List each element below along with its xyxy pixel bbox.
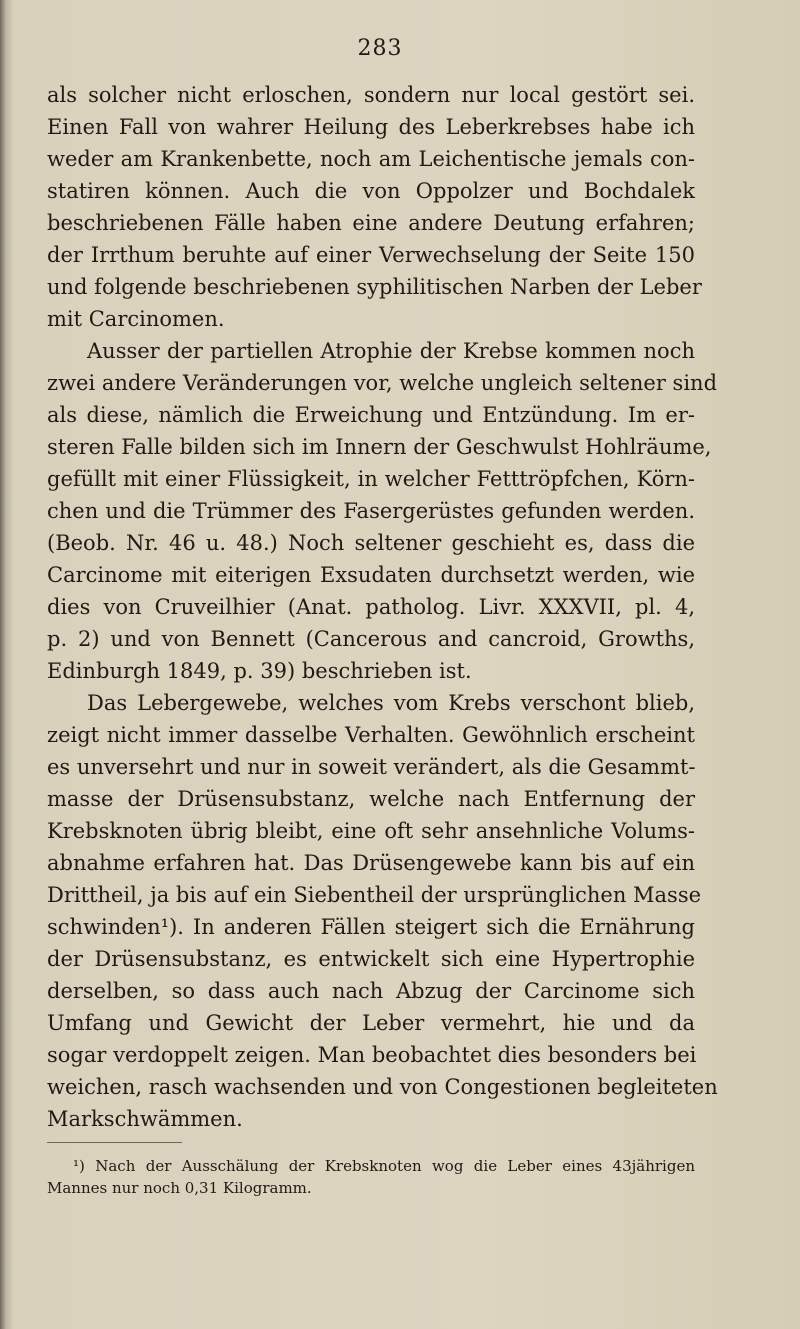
text-line: Krebsknoten übrig bleibt, eine oft sehr ansehnliche Volums- (47, 819, 695, 843)
text-line: Carcinome mit eiterigen Exsudaten durchsetzt werden, wie (47, 563, 695, 587)
text-line: zeigt nicht immer dasselbe Verhalten. Gewöhnlich erscheint (47, 723, 695, 747)
text-line: als diese, nämlich die Erweichung und Entzündung. Im er- (47, 403, 695, 427)
text-line: masse der Drüsensubstanz, welche nach Entfernung der (47, 787, 695, 811)
footnotes (47, 1155, 695, 1199)
text-line: Umfang und Gewicht der Leber vermehrt, hie und da (47, 1011, 695, 1035)
text-line: es unversehrt und nur in soweit verändert, als die Gesammt- (47, 755, 696, 779)
text-line: beschriebenen Fälle haben eine andere Deutung erfahren; (47, 211, 695, 235)
text-line: chen und die Trümmer des Fasergerüstes gefunden werden. (47, 499, 695, 523)
text-line: als solcher nicht erloschen, sondern nur local gestört sei. (47, 83, 695, 107)
text-line: Das Lebergewebe, welches vom Krebs verschont blieb, (87, 691, 695, 715)
text-line: schwinden¹). In anderen Fällen steigert sich die Ernährung (47, 915, 695, 939)
text-line: und folgende beschriebenen syphilitischen Narben der Leber (47, 275, 702, 299)
text-line: statiren können. Auch die von Oppolzer und Bochdalek (47, 179, 695, 203)
text-line: zwei andere Veränderungen vor, welche ungleich seltener sind (47, 371, 718, 395)
text-line: Markschwämmen. (47, 1107, 243, 1131)
text-line: abnahme erfahren hat. Das Drüsengewebe kann bis auf ein (47, 851, 695, 875)
text-line: p. 2) und von Bennett (Cancerous and cancroid, Growths, (47, 627, 695, 651)
text-line: der Drüsensubstanz, es entwickelt sich eine Hypertrophie (47, 947, 695, 971)
text-line: steren Falle bilden sich im Innern der Geschwulst Hohlräume, (47, 435, 712, 459)
footnote-line: ¹) Nach der Ausschälung der Krebsknoten wog die Leber eines 43jährigen (73, 1157, 695, 1175)
body-text (47, 79, 718, 1135)
text-line: gefüllt mit einer Flüssigkeit, in welcher Fetttröpfchen, Körn- (47, 467, 695, 491)
text-line: Ausser der partiellen Atrophie der Krebse kommen noch (87, 339, 695, 363)
footnote-line: Mannes nur noch 0,31 Kilogramm. (47, 1179, 312, 1197)
footnote-divider (47, 1142, 182, 1143)
text-line: Edinburgh 1849, p. 39) beschrieben ist. (47, 659, 472, 683)
text-line: (Beob. Nr. 46 u. 48.) Noch seltener geschieht es, dass die (47, 531, 695, 555)
text-line: sogar verdoppelt zeigen. Man beobachtet dies besonders bei (47, 1043, 697, 1067)
text-line: dies von Cruveilhier (Anat. patholog. Livr. XXXVII, pl. 4, (47, 595, 695, 619)
page-number: 283 (357, 36, 403, 61)
text-line: derselben, so dass auch nach Abzug der Carcinome sich (47, 979, 695, 1003)
text-line: der Irrthum beruhte auf einer Verwechselung der Seite 150 (47, 243, 695, 267)
text-line: mit Carcinomen. (47, 307, 225, 331)
text-line: Einen Fall von wahrer Heilung des Leberkrebses habe ich (47, 115, 695, 139)
text-line: Drittheil, ja bis auf ein Siebentheil der ursprünglichen Masse (47, 883, 702, 907)
text-line: weder am Krankenbette, noch am Leichentische jemals con- (47, 147, 695, 171)
text-line: weichen, rasch wachsenden und von Congestionen begleiteten (47, 1075, 718, 1099)
